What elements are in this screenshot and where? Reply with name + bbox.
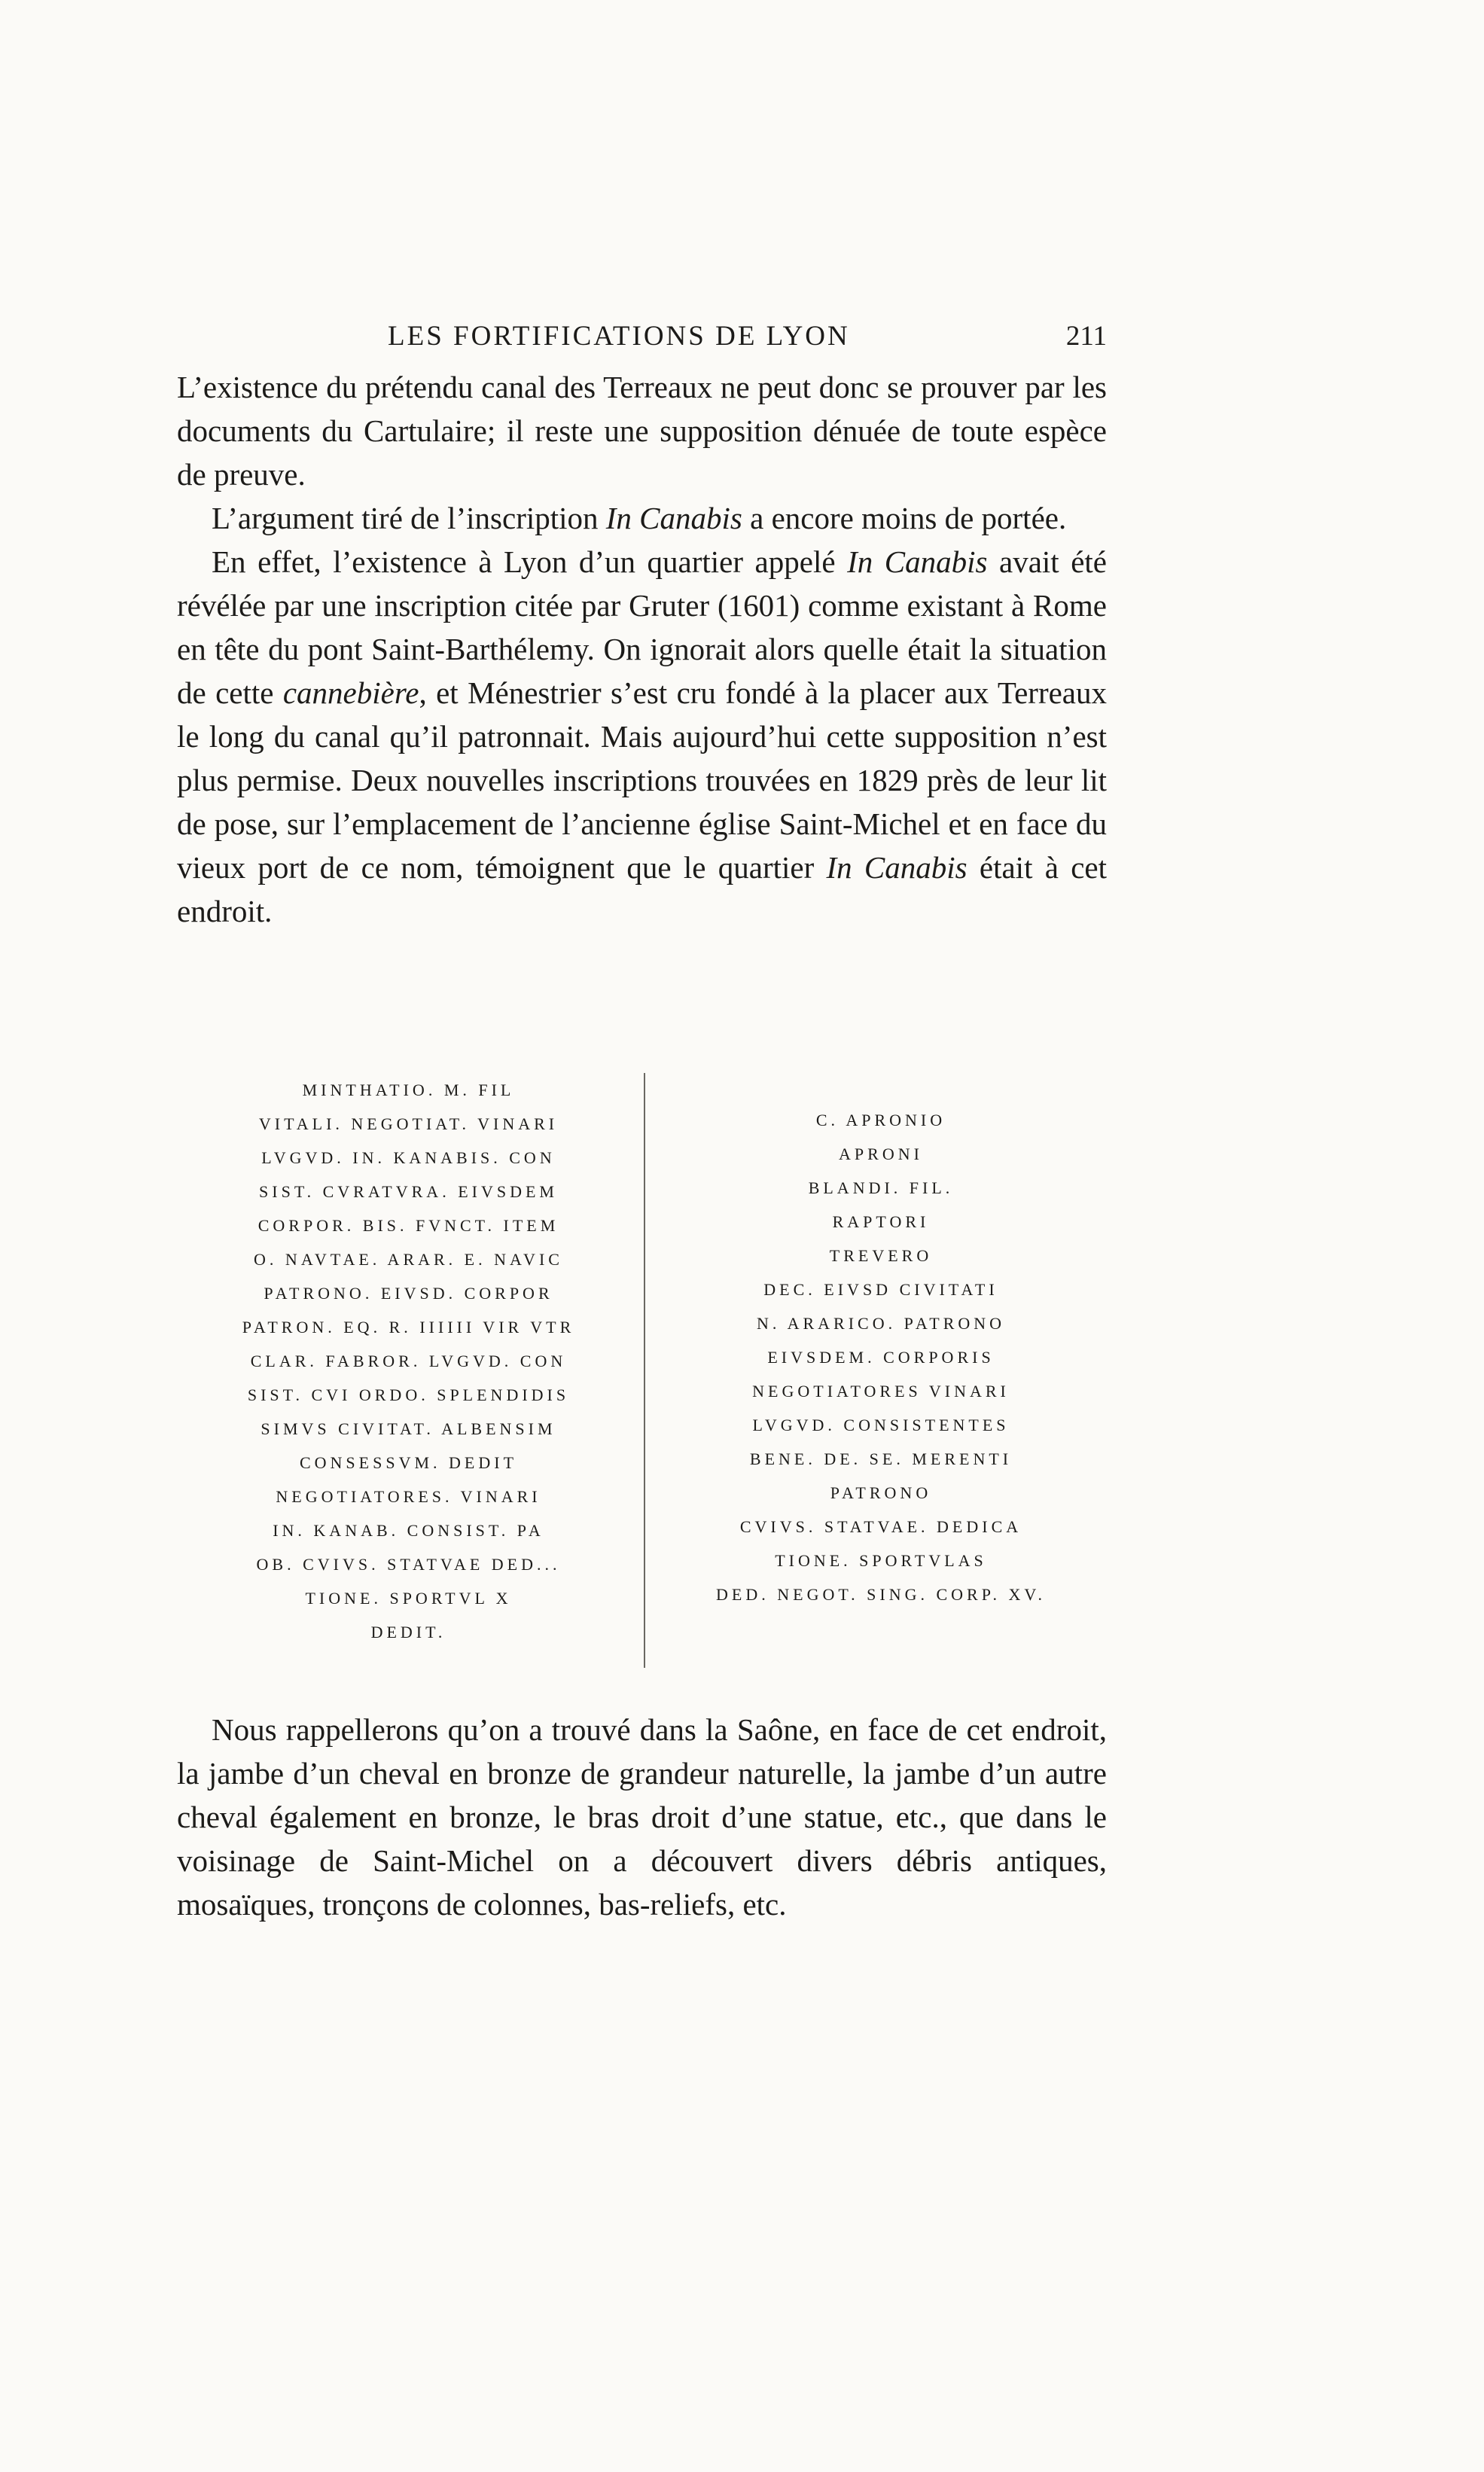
inscription-line: PATRONO. EIVSD. CORPOR [264, 1284, 553, 1303]
inscription-line: SIST. CVRATVRA. EIVSDEM [259, 1182, 558, 1201]
page-header [177, 320, 1107, 365]
paragraph-2-text-end: a encore moins de portée. [742, 501, 1067, 535]
inscription-line: NEGOTIATORES VINARI [752, 1382, 1010, 1401]
inscription-line: SIST. CVI ORDO. SPLENDIDIS [247, 1385, 570, 1404]
paragraph-1 [177, 365, 1107, 496]
inscription-line: TIONE. SPORTVL X [305, 1589, 512, 1608]
inscription-line: TREVERO [829, 1246, 933, 1265]
inscription-line: DEC. EIVSD CIVITATI [763, 1280, 998, 1299]
inscription-line: RAPTORI [832, 1212, 930, 1231]
inscription-line: MINTHATIO. M. FIL [302, 1081, 515, 1099]
inscription-line: CONSESSVM. DEDIT [299, 1453, 518, 1472]
inscription-line: N. ARARICO. PATRONO [756, 1314, 1006, 1333]
running-title: LES FORTIFICATIONS DE LYON [388, 321, 850, 352]
inscription-line: CORPOR. BIS. FVNCT. ITEM [257, 1216, 559, 1235]
italic-term: In Canabis [605, 501, 742, 535]
inscription-right [655, 1103, 1107, 1611]
column-divider [644, 1073, 645, 1668]
inscription-line: TIONE. SPORTVLAS [775, 1551, 987, 1570]
inscription-line: DED. NEGOT. SING. CORP. XV. [716, 1585, 1046, 1604]
inscription-line: PATRONO [830, 1483, 932, 1502]
inscription-left [203, 1073, 614, 1649]
inscriptions-block [203, 1073, 1092, 1668]
inscription-line: C. APRONIO [815, 1111, 946, 1129]
paragraph-3-text-end: était à cet endroit. [177, 850, 1107, 928]
inscription-line: DEDIT. [370, 1623, 446, 1641]
inscription-line: SIMVS CIVITAT. ALBENSIM [261, 1419, 556, 1438]
inscription-line: O. NAVTAE. ARAR. E. NAVIC [254, 1250, 563, 1269]
inscription-line: EIVSDEM. CORPORIS [767, 1348, 995, 1367]
inscription-line: OB. CVIVS. STATVAE DED... [256, 1555, 561, 1574]
paragraph-1-text: L’existence du prétendu canal des Terreaux ne peut donc se prouver par les documents du Cartulaire; il reste une supposition dénuée de toute espèce de preuve. [177, 370, 1107, 492]
paragraph-2-text: L’argument tiré de l’inscription [212, 501, 606, 535]
inscription-line: APRONI [839, 1145, 923, 1163]
inscription-line: LVGVD. IN. KANABIS. CON [261, 1148, 556, 1167]
inscription-line: IN. KANAB. CONSIST. PA [273, 1521, 544, 1540]
inscription-line: CVIVS. STATVAE. DEDICA [739, 1517, 1022, 1536]
italic-term: In Canabis [826, 850, 967, 885]
page-number: 211 [1065, 321, 1107, 352]
paragraph-2 [177, 496, 1107, 540]
italic-term: In Canabis [847, 544, 988, 579]
main-text [177, 365, 1107, 933]
paragraph-3 [177, 540, 1107, 933]
italic-term: cannebière [282, 675, 419, 710]
inscription-line: BENE. DE. SE. MERENTI [749, 1449, 1013, 1468]
inscription-line: PATRON. EQ. R. IIIIII VIR VTR [242, 1318, 575, 1337]
paragraph-3-text-mid: avait été révélée par une inscription citée par Gruter (1601) comme existant à Rome en tête du pont Saint-Barthélemy. On ignorait alors quelle était la situation de cette [177, 544, 1107, 710]
inscription-line: BLANDI. FIL. [808, 1178, 954, 1197]
closing-text [177, 1708, 1107, 1926]
inscription-line: NEGOTIATORES. VINARI [276, 1487, 541, 1506]
closing-paragraph: Nous rappellerons qu’on a trouvé dans la Saône, en face de cet endroit, la jambe d’un cheval en bronze de grandeur naturelle, la jambe d’un autre cheval également en bronze, le bras droit d’une statue, etc., que dans le voisinage de Saint-Michel on a découvert divers débris antiques, mosaïques, tronçons de colonnes, bas-reliefs, etc. [177, 1712, 1107, 1922]
paragraph-3-text-mid: , et Ménestrier s’est cru fondé à la placer aux Terreaux le long du canal qu’il patronnait. Mais aujourd’hui cette supposition n’est plus permise. Deux nouvelles inscriptions trouvées en 1829 près de leur lit de pose, sur l’emplacement de l’ancienne église Saint-Michel et en face du vieux port de ce nom, témoignent que le quartier [177, 675, 1107, 885]
paragraph-3-text: En effet, l’existence à Lyon d’un quartier appelé [212, 544, 848, 579]
inscription-line: VITALI. NEGOTIAT. VINARI [258, 1114, 559, 1133]
inscription-line: CLAR. FABROR. LVGVD. CON [250, 1352, 567, 1370]
inscription-line: LVGVD. CONSISTENTES [752, 1416, 1010, 1434]
